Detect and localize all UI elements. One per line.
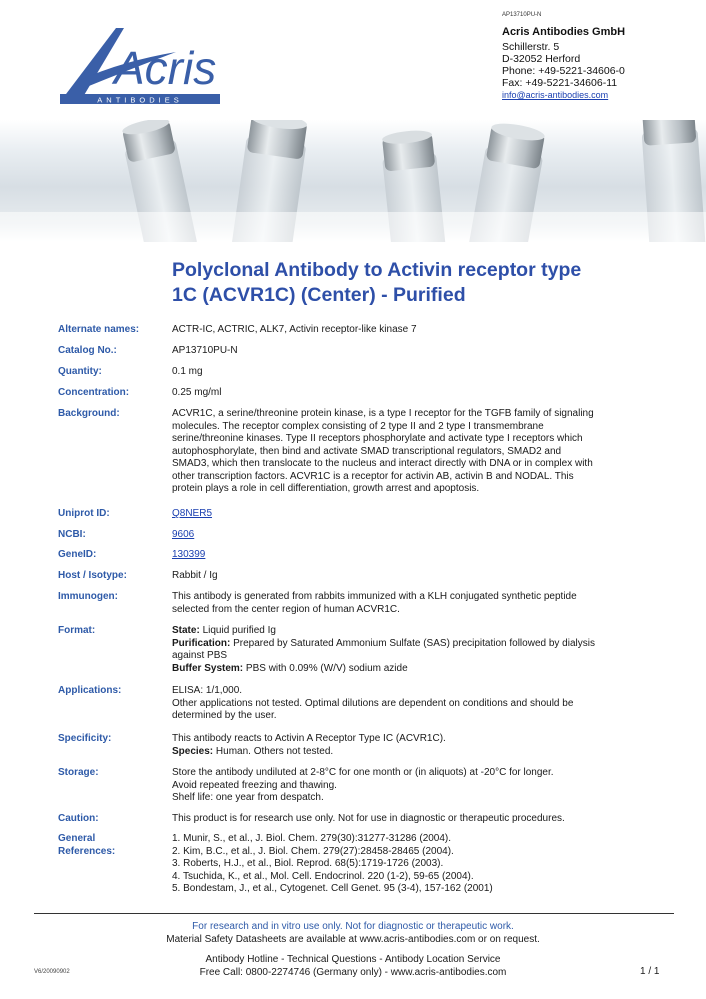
- label-geneid: GeneID:: [58, 549, 97, 560]
- footer-divider: [34, 913, 674, 914]
- product-title-line2: 1C (ACVR1C) (Center) - Purified: [172, 284, 466, 306]
- value-references: 1. Munir, S., et al., J. Biol. Chem. 279(30):31277-31286 (2004). 2. Kim, B.C., et al., J. Biol. Chem. 279(27):28458-28465 (2004). 3. Roberts, H.J., et al., Biol. Reprod. 68(5):1719-1726 (2003). 4. Tsuchida, K., et al., Mol. Cell. Endocrinol. 220 (1-2), 59-65 (2004). 5. Bondestam, J., et al., Cytogenet. Cell Genet. 95 (3-4), 157-162 (2001): [172, 833, 493, 894]
- uniprot-link[interactable]: Q8NER5: [172, 508, 213, 519]
- value-alternate-names: ACTR-IC, ACTRIC, ALK7, Activin receptor-like kinase 7: [172, 324, 417, 335]
- label-concentration: Concentration:: [58, 387, 130, 398]
- ncbi-link[interactable]: 9606: [172, 529, 195, 540]
- label-applications: Applications:: [58, 685, 122, 696]
- value-applications: ELISA: 1/1,000. Other applications not tested. Optimal dilutions are dependent on conditions and should be determined by the user.: [172, 685, 574, 721]
- company-city: D-32052 Herford: [502, 53, 581, 65]
- value-catalog: AP13710PU-N: [172, 345, 238, 356]
- company-email-link[interactable]: info@acris-antibodies.com: [502, 90, 609, 100]
- label-background: Background:: [58, 408, 120, 419]
- product-title-line1: Polyclonal Antibody to Activin receptor type: [172, 259, 582, 281]
- acris-logo: [58, 22, 228, 110]
- svg-text:Acris: Acris: [114, 42, 217, 94]
- company-address: [502, 26, 625, 101]
- value-caution: This product is for research use only. Not for use in diagnostic or therapeutic procedures.: [172, 813, 565, 824]
- version-code: V6/20090902: [34, 969, 70, 975]
- label-ncbi: NCBI:: [58, 529, 86, 540]
- footer-research-notice: For research and in vitro use only. Not for diagnostic or therapeutic work.: [192, 921, 514, 932]
- value-immunogen: This antibody is generated from rabbits immunized with a KLH conjugated synthetic peptide selected from the center region of human ACVR1C.: [172, 591, 577, 615]
- label-catalog: Catalog No.:: [58, 345, 117, 356]
- label-format: Format:: [58, 625, 96, 636]
- value-host: Rabbit / Ig: [172, 570, 218, 581]
- footer-msds-notice: Material Safety Datasheets are available at www.acris-antibodies.com or on request.: [166, 934, 540, 945]
- vials-banner-image: [0, 120, 706, 242]
- company-phone: Phone: +49-5221-34606-0: [502, 65, 625, 77]
- svg-text:ANTIBODIES: ANTIBODIES: [97, 95, 183, 105]
- value-specificity: This antibody reacts to Activin A Receptor Type IC (ACVR1C). Species: Human. Others not tested.: [172, 733, 446, 757]
- footer-free-call: Free Call: 0800-2274746 (Germany only) - www.acris-antibodies.com: [199, 967, 507, 978]
- value-concentration: 0.25 mg/ml: [172, 387, 222, 398]
- label-host: Host / Isotype:: [58, 570, 127, 581]
- value-quantity: 0.1 mg: [172, 366, 203, 377]
- label-specificity: Specificity:: [58, 733, 112, 744]
- page-number: 1 / 1: [640, 966, 660, 977]
- label-quantity: Quantity:: [58, 366, 102, 377]
- label-alternate-names: Alternate names:: [58, 324, 140, 335]
- company-street: Schillerstr. 5: [502, 41, 560, 53]
- footer-hotline: Antibody Hotline - Technical Questions - Antibody Location Service: [205, 954, 501, 965]
- geneid-link[interactable]: 130399: [172, 549, 206, 560]
- label-uniprot: Uniprot ID:: [58, 508, 110, 519]
- company-name: Acris Antibodies GmbH: [502, 26, 626, 38]
- label-caution: Caution:: [58, 813, 99, 824]
- value-background: ACVR1C, a serine/threonine protein kinase, is a type I receptor for the TGFB family of signaling molecules. The receptor complex consisting of 2 type II and 2 type I transmembrane serine/threonine kinases. Type II receptors phosphorylate and activate type I receptors which autophosphorylate, then bind and activate SMAD transcriptional regulators, SMAD2 and SMAD3, which then translocate to the nucleus and interact directly with DNA or in complex with other transcription factors. ACVR1C is a receptor for activin AB, activin B and NODAL. This protein plays a role in cell differentiation, growth arrest and apoptosis.: [172, 408, 594, 494]
- value-storage: Store the antibody undiluted at 2-8°C for one month or (in aliquots) at -20°C for longer. Avoid repeated freezing and thawing. Shelf life: one year from despatch.: [172, 767, 554, 803]
- value-format: State: Liquid purified Ig Purification: Prepared by Saturated Ammonium Sulfate (SAS) precipitation followed by dialysis against PBS Buffer System: PBS with 0.09% (W/V) sodium azide: [172, 625, 595, 674]
- label-immunogen: Immunogen:: [58, 591, 118, 602]
- document-id: AP13710PU-N: [502, 12, 542, 18]
- label-references: General References:: [58, 833, 116, 857]
- label-storage: Storage:: [58, 767, 99, 778]
- product-title: [172, 258, 672, 308]
- company-fax: Fax: +49-5221-34606-11: [502, 77, 618, 89]
